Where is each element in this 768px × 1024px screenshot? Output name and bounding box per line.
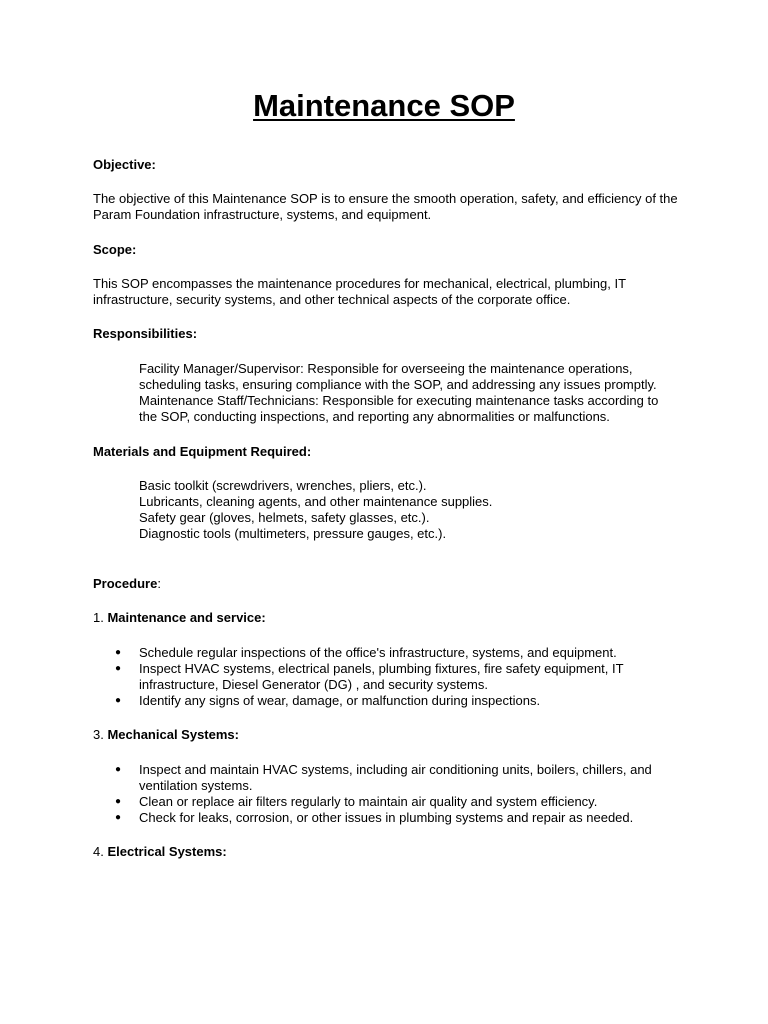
responsibilities-list — [139, 361, 679, 425]
section-title: Electrical Systems: — [107, 844, 227, 859]
scope-text: This SOP encompasses the maintenance procedures for mechanical, electrical, plumbing, IT infrastructure, security systems, and other technical aspects of the corporate office. — [93, 276, 626, 307]
objective-heading: Objective: — [93, 157, 156, 172]
section-title: Maintenance and service: — [107, 610, 266, 625]
section-heading — [93, 727, 683, 743]
section-list — [93, 762, 683, 826]
section-number: 3. — [93, 727, 104, 742]
list-item: ● Schedule regular inspections of the office's infrastructure, systems, and equipment. — [93, 645, 683, 661]
list-item: ● Inspect HVAC systems, electrical panels, plumbing fixtures, fire safety equipment, IT infrastructure, Diesel Generator (DG) , and security systems. — [93, 661, 683, 693]
section-number: 1. — [93, 610, 104, 625]
page-title: Maintenance SOP — [253, 88, 515, 123]
materials-item: Diagnostic tools (multimeters, pressure gauges, etc.). — [139, 526, 447, 541]
materials-heading: Materials and Equipment Required: — [93, 444, 312, 459]
materials-item: Lubricants, cleaning agents, and other maintenance supplies. — [139, 494, 493, 509]
procedure-heading — [93, 576, 683, 592]
procedure-heading-colon: : — [157, 576, 161, 591]
procedure-heading-label: Procedure — [93, 576, 158, 591]
materials-item: Basic toolkit (screwdrivers, wrenches, pliers, etc.). — [139, 478, 427, 493]
responsibility-item: Facility Manager/Supervisor: Responsible for overseeing the maintenance operations, scheduling tasks, ensuring compliance with the SOP, and addressing any issues promptly. — [139, 361, 657, 392]
materials-list — [139, 478, 679, 542]
section-heading — [93, 844, 683, 860]
list-item: ● Check for leaks, corrosion, or other issues in plumbing systems and repair as needed. — [93, 810, 683, 826]
responsibility-item: Maintenance Staff/Technicians: Responsible for executing maintenance tasks according to the SOP, conducting inspections, and reporting any abnormalities or malfunctions. — [139, 393, 659, 424]
list-item: ● Identify any signs of wear, damage, or malfunction during inspections. — [93, 693, 683, 709]
section-list — [93, 645, 683, 709]
section-heading — [93, 610, 683, 626]
scope-heading: Scope: — [93, 242, 137, 257]
objective-text: The objective of this Maintenance SOP is to ensure the smooth operation, safety, and efficiency of the Param Foundation infrastructure, systems, and equipment. — [93, 191, 678, 222]
section-title: Mechanical Systems: — [107, 727, 239, 742]
list-item: ● Inspect and maintain HVAC systems, including air conditioning units, boilers, chillers, and ventilation systems. — [93, 762, 683, 794]
responsibilities-heading: Responsibilities: — [93, 326, 198, 341]
list-item: ● Clean or replace air filters regularly to maintain air quality and system efficiency. — [93, 794, 683, 810]
materials-item: Safety gear (gloves, helmets, safety glasses, etc.). — [139, 510, 430, 525]
section-number: 4. — [93, 844, 104, 859]
